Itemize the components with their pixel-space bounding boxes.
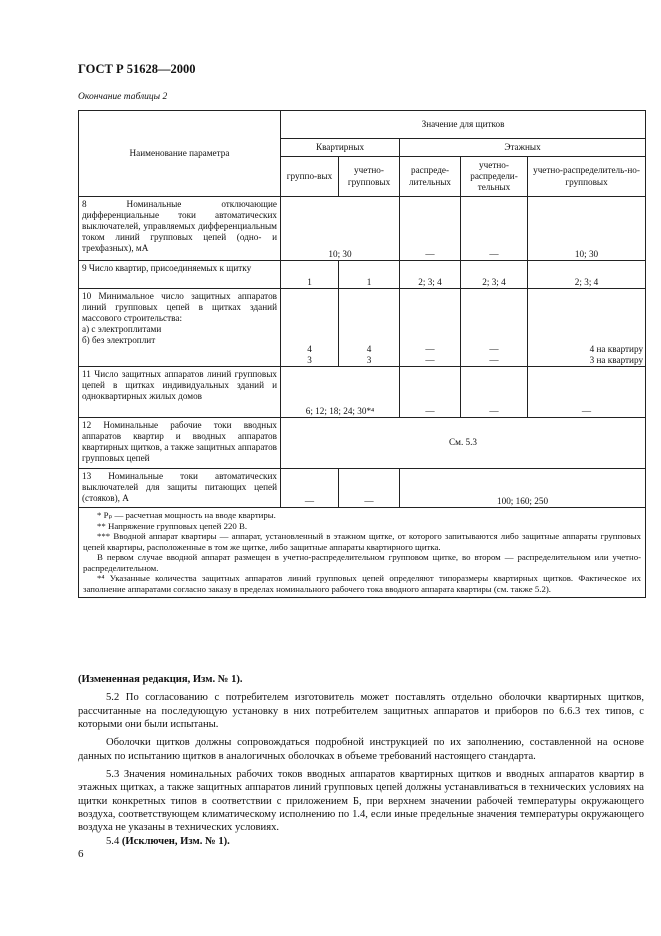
param-header-cell: Наименование параметра xyxy=(79,111,281,197)
value-cell: 2; 3; 4 xyxy=(528,261,646,289)
subheader-metering-group: учетно-групповых xyxy=(339,157,400,197)
param-subitem: б) без электроплит xyxy=(82,335,156,346)
value-cell: — xyxy=(461,197,528,261)
value-sub1: — xyxy=(489,343,499,354)
parameters-table xyxy=(78,110,646,598)
body-text xyxy=(78,673,644,848)
value-sub2: 3 xyxy=(366,354,372,365)
value-cell xyxy=(281,289,339,367)
clause-5-2: 5.2 По согласованию с потребителем изготовитель может поставлять отдельно оболочки квартирных щитков, рассчитанные на последующую установку в них потребителем защитных аппаратов и приборов по 6.6.3 тех типов, с которыми они были испытаны. xyxy=(78,692,644,731)
value-sub2: 3 xyxy=(307,354,312,365)
value-cell: — xyxy=(339,469,400,508)
value-cell: 2; 3; 4 xyxy=(400,261,461,289)
value-sub1: 4 xyxy=(307,343,312,354)
param-subitem: а) с электроплитами xyxy=(82,324,162,335)
param-cell: 12 Номинальные рабочие токи вводных аппаратов квартир и вводных аппаратов квартирных щитков, а также защитных аппаратов групповых цепей xyxy=(79,418,281,469)
value-cell: — xyxy=(400,197,461,261)
note: *** Вводной аппарат квартиры — аппарат, установленный в этажном щитке, от которого запитываются либо защитные аппараты групповых цепей квартиры, расположенные в том же щитке, либо защитные аппараты квартирного щитка. xyxy=(83,531,642,552)
value-cell: — xyxy=(281,469,339,508)
note: * Pₚ — расчетная мощность на вводе квартиры. xyxy=(97,510,276,520)
clause-5-4 xyxy=(78,835,644,848)
value-sub2: 3 на квартиру xyxy=(589,354,644,365)
value-sub2: — xyxy=(425,354,435,365)
value-cell: 1 xyxy=(281,261,339,289)
table-notes xyxy=(79,508,646,598)
value-cell: 10; 30 xyxy=(281,197,400,261)
table-row xyxy=(79,197,646,261)
value-sub1: 4 на квартиру xyxy=(589,343,644,354)
table-row xyxy=(79,367,646,418)
clause-text: (Исключен, Изм. № 1). xyxy=(121,835,230,847)
page-number: 6 xyxy=(78,848,84,860)
floor-group-header: Этажных xyxy=(400,139,646,157)
value-cell: 6; 12; 18; 24; 30*⁴ xyxy=(281,367,400,418)
subheader-metering-distribution: учетно-распредели-тельных xyxy=(461,157,528,197)
subheader-distribution: распреде-лительных xyxy=(400,157,461,197)
param-text: 10 Минимальное число защитных аппаратов линий групповых цепей в щитках зданий массового строительства: xyxy=(82,291,277,324)
table-caption: Окончание таблицы 2 xyxy=(78,92,168,102)
value-cell xyxy=(528,289,646,367)
value-cell xyxy=(400,289,461,367)
value-cell: — xyxy=(400,367,461,418)
paragraph: Оболочки щитков должны сопровождаться подробной инструкцией по их заполнению, составленной на основе данных по испытанию щитков в аналогичных оболочках в объеме требований настоящего стандарта. xyxy=(78,737,644,762)
table-notes-row xyxy=(79,508,646,598)
note: ** Напряжение групповых цепей 220 В. xyxy=(97,520,248,531)
value-sub1: 4 xyxy=(366,343,372,354)
value-sub2: — xyxy=(489,354,499,365)
value-cell: 1 xyxy=(339,261,400,289)
note: *⁴ Указанные количества защитных аппаратов линий групповых цепей определяют типоразмеры квартирных щитков. Фактическое их заполнение аппаратами согласно заказу в пределах номинального рабочего тока вводного аппарата квартиры (см. также 5.2). xyxy=(83,573,642,594)
value-cell: 100; 160; 250 xyxy=(400,469,646,508)
value-cell xyxy=(339,289,400,367)
table-row xyxy=(79,289,646,367)
param-cell: 8 Номинальные отключающие дифференциальные токи автоматических выключателей, управляемых дифференциальным током линий групповых цепей (одно- и трехфазных), мА xyxy=(79,197,281,261)
clause-number: 5.4 xyxy=(106,835,122,847)
subheader-group: группо-вых xyxy=(281,157,339,197)
table-row xyxy=(79,261,646,289)
param-cell: 9 Число квартир, присоединяемых к щитку xyxy=(79,261,281,289)
value-sub1: — xyxy=(425,343,435,354)
param-cell xyxy=(79,289,281,367)
value-cell: 10; 30 xyxy=(528,197,646,261)
clause-5-3: 5.3 Значения номинальных рабочих токов вводных аппаратов квартирных щитков и вводных аппаратов квартир в этажных щитках, а также защитных аппаратов линий групповых цепей должны устанавливаться в технических условиях на щитки конкретных типов в соответствии с приложением Б, при верхнем значении рабочей температуры окружающего воздуха, соответствующем климатическому исполнению по 1.4, если иные предельные значения температуры окружающего воздуха не указаны в технических условиях. xyxy=(78,769,644,834)
value-header-cell: Значение для щитков xyxy=(281,111,646,139)
value-cell: — xyxy=(528,367,646,418)
value-cell: См. 5.3 xyxy=(281,418,646,469)
table-row xyxy=(79,418,646,469)
apartment-group-header: Квартирных xyxy=(281,139,400,157)
amendment-note: (Измененная редакция, Изм. № 1). xyxy=(78,674,243,685)
table-row xyxy=(79,469,646,508)
subheader-metering-distribution-group: учетно-распределитель-но-групповых xyxy=(528,157,646,197)
document-header: ГОСТ Р 51628—2000 xyxy=(78,62,196,76)
param-cell: 11 Число защитных аппаратов линий групповых цепей в щитках индивидуальных зданий и одноквартирных жилых домов xyxy=(79,367,281,418)
value-cell: — xyxy=(461,367,528,418)
note: В первом случае вводной аппарат размещен в учетно-распределительном групповом щитке, во втором — распределительном или учетно-распределительном. xyxy=(83,552,642,573)
param-cell: 13 Номинальные токи автоматических выключателей для защиты питающих цепей (стояков), А xyxy=(79,469,281,508)
value-cell xyxy=(461,289,528,367)
value-cell: 2; 3; 4 xyxy=(461,261,528,289)
